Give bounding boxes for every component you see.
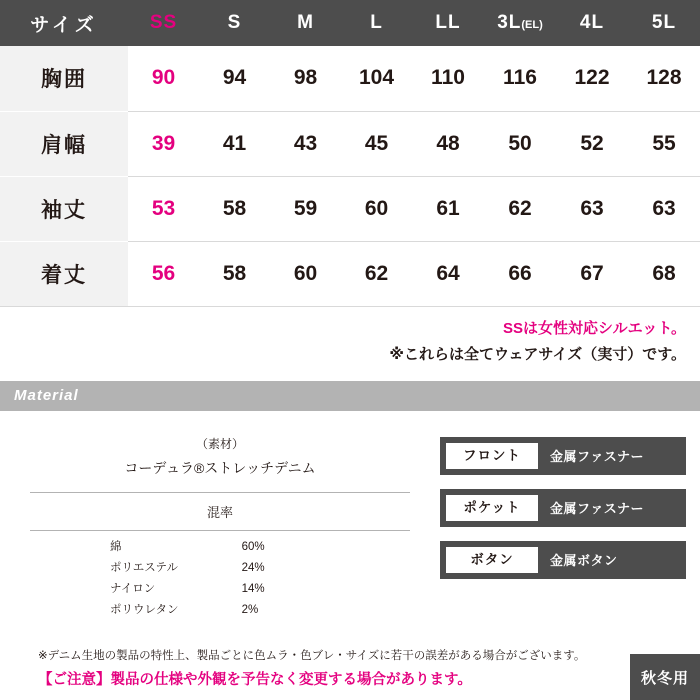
cell-sleeve-ss: 53 [128,176,199,241]
table-row [0,111,700,176]
mix-name-nylon: ナイロン [110,583,156,596]
size-header-3l-text: 3L [497,12,522,33]
size-header-3l [484,0,556,46]
material-name: コーデュラ®ストレッチデニム [124,459,316,476]
part-text-front: 金属ファスナー [550,449,644,464]
cell-shoulder-ss: 39 [128,111,199,176]
cell-bust-ss: 90 [128,46,199,111]
cell-shoulder-3l: 50 [484,111,556,176]
cell-shoulder-l: 45 [341,111,412,176]
cell-shoulder-m: 43 [270,111,341,176]
size-header-s: S [199,0,270,46]
table-row [0,241,700,306]
mix-list [30,531,410,622]
cell-length-ll: 64 [412,241,484,306]
size-header-m: M [270,0,341,46]
cell-length-4l: 67 [556,241,628,306]
mix-value-nylon: 14% [241,583,265,596]
size-table [0,0,700,307]
note-ss-silhouette: SSは女性対応シルエット。 [503,319,686,337]
material-body [0,411,700,622]
mix-title: 混率 [206,504,233,520]
size-header-ll: LL [412,0,484,46]
footer-warning: 【ご注意】製品の仕様や外観を予告なく変更する場合があります。 [38,671,472,688]
material-section-title: Material [14,387,79,404]
footer-notes [0,648,700,700]
size-header-5l: 5L [628,0,700,46]
mix-value-polyurethane: 2% [241,604,259,617]
mix-name-polyurethane: ポリウレタン [110,604,179,617]
mix-name-cotton: 綿 [110,540,122,553]
mix-value-polyester: 24% [241,561,265,574]
cell-length-s: 58 [199,241,270,306]
part-text-button: 金属ボタン [550,553,618,568]
size-header-label: サイズ [0,0,128,46]
cell-bust-s: 94 [199,46,270,111]
cell-sleeve-4l: 63 [556,176,628,241]
cell-bust-l: 104 [341,46,412,111]
footer-note-denim: ※デニム生地の製品の特性上、製品ごとに色ムラ・色ブレ・サイズに若干の誤差がある場合がございます。 [38,649,586,662]
cell-shoulder-4l: 52 [556,111,628,176]
cell-sleeve-5l: 63 [628,176,700,241]
cell-length-3l: 66 [484,241,556,306]
cell-bust-4l: 122 [556,46,628,111]
list-item [30,558,410,579]
list-item [30,600,410,621]
parts-list [440,425,700,622]
list-item [30,579,410,600]
note-actual-size: ※これらは全てウェアサイズ（実寸）です。 [389,345,686,363]
row-label-shoulder: 肩幅 [0,111,128,176]
cell-length-ss: 56 [128,241,199,306]
size-header-ss: SS [128,0,199,46]
part-chip-pocket: ポケット [446,495,538,521]
part-chip-button: ボタン [446,547,538,573]
size-notes [0,307,700,367]
cell-shoulder-s: 41 [199,111,270,176]
cell-shoulder-5l: 55 [628,111,700,176]
row-label-bust: 胸囲 [0,46,128,111]
material-caption: （素材） [195,436,244,451]
cell-sleeve-s: 58 [199,176,270,241]
cell-sleeve-3l: 62 [484,176,556,241]
cell-sleeve-ll: 61 [412,176,484,241]
cell-sleeve-l: 60 [341,176,412,241]
cell-length-l: 62 [341,241,412,306]
table-row [0,46,700,111]
cell-bust-ll: 110 [412,46,484,111]
part-row-pocket [440,489,686,527]
row-label-length: 着丈 [0,241,128,306]
mix-name-polyester: ポリエステル [110,561,178,574]
material-section-header [0,381,700,411]
part-row-button [440,541,686,579]
season-badge: 秋冬用 [630,654,700,700]
part-text-pocket: 金属ファスナー [550,501,644,516]
part-chip-front: フロント [446,443,538,469]
material-composition [0,425,440,622]
cell-length-5l: 68 [628,241,700,306]
mix-value-cotton: 60% [241,540,265,553]
table-row [0,176,700,241]
cell-bust-3l: 116 [484,46,556,111]
cell-bust-5l: 128 [628,46,700,111]
list-item [30,537,410,558]
size-header-l: L [341,0,412,46]
size-header-4l: 4L [556,0,628,46]
cell-length-m: 60 [270,241,341,306]
size-header-3l-sub: (EL) [521,19,543,31]
size-table-header-row [0,0,700,46]
cell-sleeve-m: 59 [270,176,341,241]
cell-bust-m: 98 [270,46,341,111]
row-label-sleeve: 袖丈 [0,176,128,241]
cell-shoulder-ll: 48 [412,111,484,176]
part-row-front [440,437,686,475]
